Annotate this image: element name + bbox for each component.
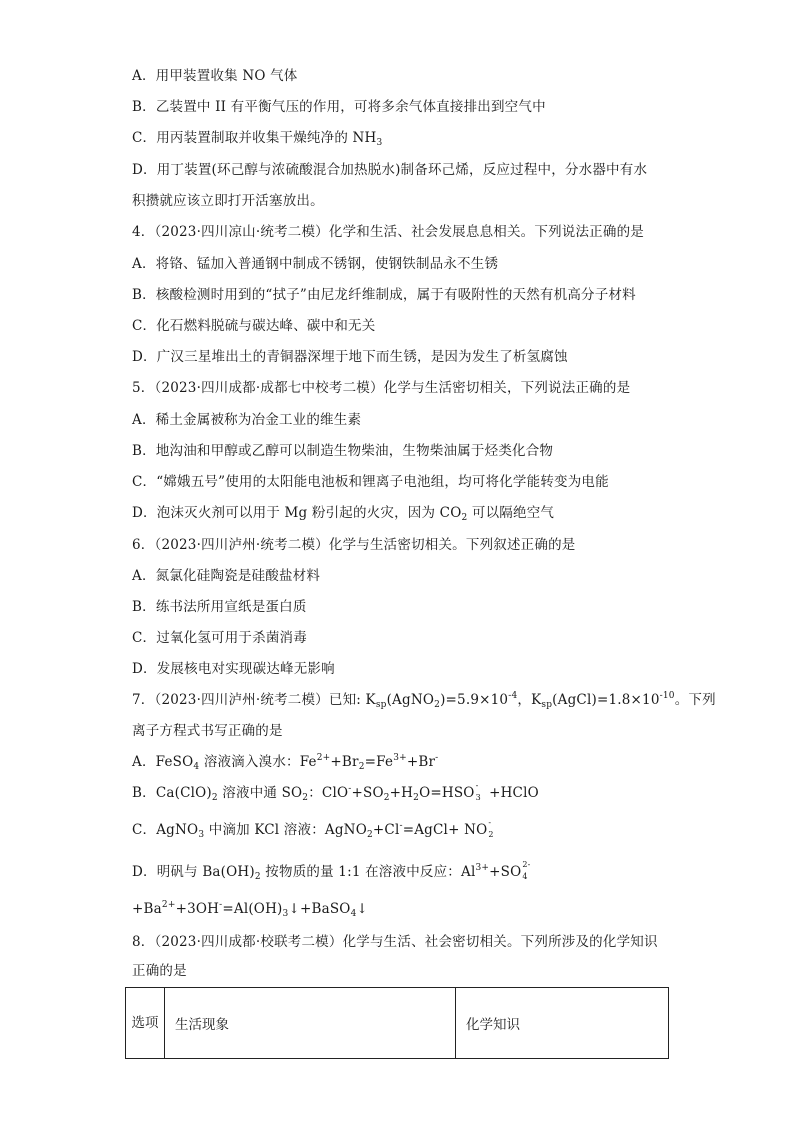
text-run: +Br bbox=[406, 754, 436, 770]
text-run: (AgNO bbox=[386, 692, 435, 708]
subscript: 2 bbox=[366, 830, 373, 840]
subscript: sp bbox=[375, 700, 387, 710]
text-line bbox=[132, 97, 546, 117]
text-run: 离子方程式书写正确的是 bbox=[132, 723, 283, 739]
text-run: D．发展核电对实现碳达峰无影响 bbox=[132, 661, 335, 677]
text-run: ：ClO bbox=[308, 785, 349, 801]
text-run: B．Ca(ClO) bbox=[132, 785, 212, 801]
text-run: (AgCl)=1.8×10 bbox=[552, 692, 660, 708]
text-run: B．乙装置中 II 有平衡气压的作用，可将多余气体直接排出到空气中 bbox=[132, 99, 546, 115]
text-line bbox=[132, 752, 438, 772]
text-line bbox=[132, 566, 320, 586]
text-line bbox=[132, 503, 554, 523]
text-run: 。下列 bbox=[674, 692, 716, 708]
text-run: 6．（2023·四川泸州·统考二模）化学与生活密切相关。下列叙述正确的是 bbox=[132, 537, 576, 553]
subscript: 3 bbox=[198, 830, 205, 840]
text-run: A．氮氯化硅陶瓷是硅酸盐材料 bbox=[132, 568, 321, 584]
header-option: 选项 bbox=[126, 988, 165, 1059]
text-run: ↓ bbox=[356, 901, 369, 917]
subscript: 2 bbox=[211, 793, 218, 803]
text-run: D．广汉三星堆出土的青铜器深埋于地下而生锈，是因为发生了析氢腐蚀 bbox=[132, 349, 568, 365]
text-line bbox=[132, 191, 324, 211]
text-run: +Cl bbox=[372, 822, 400, 838]
text-run: 8．（2023·四川成都·校联考二模）化学与生活、社会密切相关。下列所涉及的化学知识 bbox=[132, 934, 658, 950]
text-line bbox=[132, 472, 609, 492]
superscript: 3+ bbox=[475, 863, 490, 873]
superscript: -4 bbox=[508, 691, 518, 701]
text-line bbox=[132, 222, 644, 242]
text-run: +HClO bbox=[484, 785, 539, 801]
text-run: +SO bbox=[489, 864, 522, 880]
superscript: 3+ bbox=[393, 753, 407, 763]
text-line bbox=[132, 378, 630, 398]
text-run: +Ba bbox=[132, 901, 162, 917]
text-run: 正确的是 bbox=[132, 963, 187, 979]
text-run: 按物质的量 1:1 在溶液中反应：Al bbox=[260, 864, 476, 880]
superscript: - bbox=[435, 753, 439, 763]
superscript: -10 bbox=[659, 691, 675, 701]
text-run: +SO bbox=[351, 785, 384, 801]
text-run: D．明矾与 Ba(OH) bbox=[132, 864, 255, 880]
text-run: +H bbox=[389, 785, 414, 801]
subscript: 2 bbox=[434, 700, 441, 710]
text-line bbox=[132, 628, 307, 648]
text-line bbox=[132, 817, 497, 840]
text-run: B．练书法所用宣纸是蛋白质 bbox=[132, 599, 307, 615]
text-run: 4．（2023·四川凉山·统考二模）化学和生活、社会发展息息相关。下列说法正确的是 bbox=[132, 224, 644, 240]
text-line bbox=[132, 441, 553, 461]
text-line bbox=[132, 721, 283, 741]
text-run: C．用丙装置制取并收集干燥纯净的 NH bbox=[132, 130, 377, 146]
subscript: 3 bbox=[282, 909, 289, 919]
subscript: 2 bbox=[358, 762, 365, 772]
superscript: 2+ bbox=[161, 900, 176, 910]
text-line bbox=[132, 160, 647, 180]
text-line bbox=[132, 285, 636, 305]
charge-superscript: 2- bbox=[522, 859, 531, 869]
subscript: 2 bbox=[413, 793, 420, 803]
text-run: 溶液滴入溴水：Fe bbox=[199, 754, 317, 770]
ion-charge-stack bbox=[487, 817, 497, 839]
ion-charge-stack bbox=[475, 780, 485, 802]
options-table bbox=[125, 987, 669, 1059]
count-subscript: 3 bbox=[475, 792, 481, 802]
text-run: C．“嫦娥五号”使用的太阳能电池板和锂离子电池组，均可将化学能转变为电能 bbox=[132, 474, 609, 490]
text-run: C．化石燃料脱硫与碳达峰、碳中和无关 bbox=[132, 318, 376, 334]
text-line bbox=[132, 780, 539, 803]
text-run: =Al(OH) bbox=[222, 901, 283, 917]
text-line bbox=[132, 899, 368, 919]
text-line bbox=[132, 316, 375, 336]
text-run: 溶液中通 SO bbox=[217, 785, 303, 801]
subscript: 2 bbox=[383, 793, 390, 803]
charge-superscript: - bbox=[488, 817, 492, 827]
text-run: 积攒就应该立即打开活塞放出。 bbox=[132, 193, 324, 209]
count-subscript: 4 bbox=[522, 871, 528, 881]
text-run: A．将铬、锰加入普通钢中制成不锈钢，使钢铁制品永不生锈 bbox=[132, 256, 499, 272]
text-run: +3OH bbox=[175, 901, 220, 917]
ion-charge-stack bbox=[521, 859, 531, 881]
subscript: 4 bbox=[350, 909, 357, 919]
text-line bbox=[132, 961, 187, 981]
superscript: - bbox=[399, 821, 403, 831]
text-run: A．用甲装置收集 NO 气体 bbox=[132, 68, 298, 84]
charge-superscript: - bbox=[475, 780, 479, 790]
text-run: D．用丁装置(环己醇与浓硫酸混合加热脱水)制备环己烯，反应过程中，分水器中有水 bbox=[132, 162, 648, 178]
header-life-phenomenon: 生活现象 bbox=[165, 988, 456, 1059]
text-run: A．稀土金属被称为冶金工业的维生素 bbox=[132, 412, 362, 428]
text-line bbox=[132, 690, 716, 710]
text-line bbox=[132, 859, 531, 882]
text-run: )=5.9×10 bbox=[440, 692, 509, 708]
subscript: 2 bbox=[254, 872, 261, 882]
text-run: C．AgNO bbox=[132, 822, 199, 838]
text-run: 5．（2023·四川成都·成都七中校考二模）化学与生活密切相关，下列说法正确的是 bbox=[132, 380, 631, 396]
text-run: =AgCl+ NO bbox=[402, 822, 488, 838]
text-run: B．地沟油和甲醇或乙醇可以制造生物柴油，生物柴油属于烃类化合物 bbox=[132, 443, 554, 459]
text-line bbox=[132, 659, 335, 679]
subscript: 4 bbox=[193, 762, 200, 772]
text-run: B．核酸检测时用到的“拭子”由尼龙纤维制成，属于有吸附性的天然有机高分子材料 bbox=[132, 287, 636, 303]
text-run: C．过氧化氢可用于杀菌消毒 bbox=[132, 630, 307, 646]
text-run: 7．（2023·四川泸州·统考二模）已知: K bbox=[132, 692, 376, 708]
subscript: 2 bbox=[461, 513, 468, 523]
superscript: - bbox=[348, 784, 352, 794]
text-run: =Fe bbox=[364, 754, 394, 770]
text-line bbox=[132, 254, 498, 274]
text-run: 中滴加 KCl 溶液：AgNO bbox=[204, 822, 367, 838]
text-run: 可以隔绝空气 bbox=[467, 505, 555, 521]
superscript: - bbox=[219, 900, 223, 910]
text-run: ↓+BaSO bbox=[288, 901, 351, 917]
count-subscript: 2 bbox=[488, 829, 494, 839]
text-line bbox=[132, 932, 658, 952]
text-run: +Br bbox=[330, 754, 359, 770]
subscript: sp bbox=[541, 700, 553, 710]
text-line bbox=[132, 410, 361, 430]
text-line bbox=[132, 535, 575, 555]
header-chemistry-knowledge: 化学知识 bbox=[456, 988, 669, 1059]
superscript: 2+ bbox=[316, 753, 331, 763]
text-run: ，K bbox=[517, 692, 542, 708]
text-line bbox=[132, 347, 568, 367]
text-run: A．FeSO bbox=[132, 754, 194, 770]
text-line bbox=[132, 128, 382, 148]
text-line bbox=[132, 597, 307, 617]
text-line bbox=[132, 66, 298, 86]
subscript: 2 bbox=[302, 793, 309, 803]
subscript: 3 bbox=[376, 138, 383, 148]
text-run: D．泡沫灭火剂可以用于 Mg 粉引起的火灾，因为 CO bbox=[132, 505, 462, 521]
table-header-row bbox=[126, 988, 669, 1059]
text-run: O=HSO bbox=[419, 785, 475, 801]
